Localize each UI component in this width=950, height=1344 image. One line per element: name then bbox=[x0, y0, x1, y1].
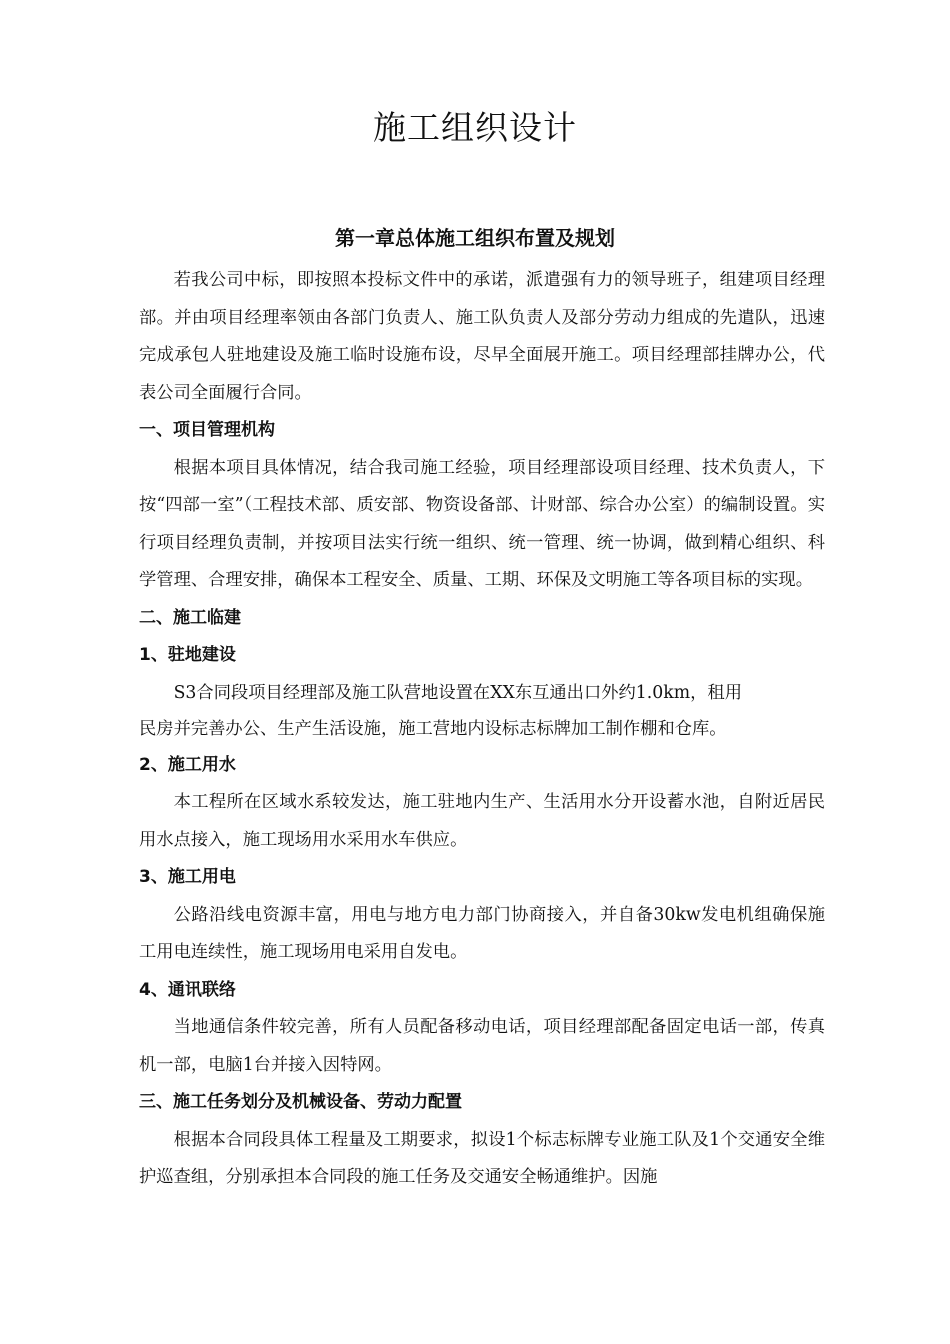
intro-paragraph: 若我公司中标，即按照本投标文件中的承诺，派遣强有力的领导班子，组建项目经理部。并由项目经理率领由各部门负责人、施工队负责人及部分劳动力组成的先遣队，迅速完成承包人驻地建设及施工临时设施布设，尽早全面展开施工。项目经理部挂牌办公，代表公司全面履行合同。 bbox=[139, 270, 825, 403]
subsection-heading-power: 3、施工用电 bbox=[139, 867, 236, 887]
section-heading-temp-facilities: 二、施工临建 bbox=[139, 607, 241, 628]
subsection-paragraph-camp bbox=[139, 675, 825, 747]
section-paragraph-task-allocation: 根据本合同段具体工程量及工期要求，拟设1个标志标牌专业施工队及1个交通安全维护巡查组，分别承担本合同段的施工任务及交通安全畅通维护。因施 bbox=[139, 1129, 825, 1187]
camp-line-2: 民房并完善办公、生产生活设施，施工营地内设标志标牌加工制作棚和仓库。 bbox=[139, 718, 727, 739]
subsection-heading-water: 2、施工用水 bbox=[139, 754, 236, 775]
document-title: 施工组织设计 bbox=[373, 108, 577, 147]
camp-line-1: S3合同段项目经理部及施工队营地设置在XX东互通出口外约1.0km，租用 bbox=[173, 682, 742, 703]
subsection-heading-communication: 4、通讯联络 bbox=[139, 979, 236, 1000]
subsection-paragraph-power: 公路沿线电资源丰富，用电与地方电力部门协商接入，并自备30kw发电机组确保施工用电连续性，施工现场用电采用自发电。 bbox=[139, 904, 825, 962]
subsection-paragraph-water: 本工程所在区域水系较发达，施工驻地内生产、生活用水分开设蓄水池，自附近居民用水点接入，施工现场用水采用水车供应。 bbox=[139, 792, 825, 850]
subsection-heading-camp: 1、驻地建设 bbox=[139, 645, 236, 665]
section-heading-task-allocation: 三、施工任务划分及机械设备、劳动力配置 bbox=[139, 1092, 462, 1112]
section-heading-org: 一、项目管理机构 bbox=[139, 420, 275, 440]
document-body bbox=[139, 262, 825, 1197]
section-paragraph-org: 根据本项目具体情况，结合我司施工经验，项目经理部设项目经理、技术负责人，下按“四部一室”（工程技术部、质安部、物资设备部、计财部、综合办公室）的编制设置。实行项目经理负责制，并按项目法实行统一组织、统一管理、统一协调，做到精心组织、科学管理、合理安排，确保本工程安全、质量、工期、环保及文明施工等各项目标的实现。 bbox=[139, 457, 825, 590]
subsection-paragraph-communication: 当地通信条件较完善，所有人员配备移动电话，项目经理部配备固定电话一部，传真机一部，电脑1台并接入因特网。 bbox=[139, 1017, 825, 1075]
chapter-title: 第一章总体施工组织布置及规划 bbox=[335, 226, 615, 250]
